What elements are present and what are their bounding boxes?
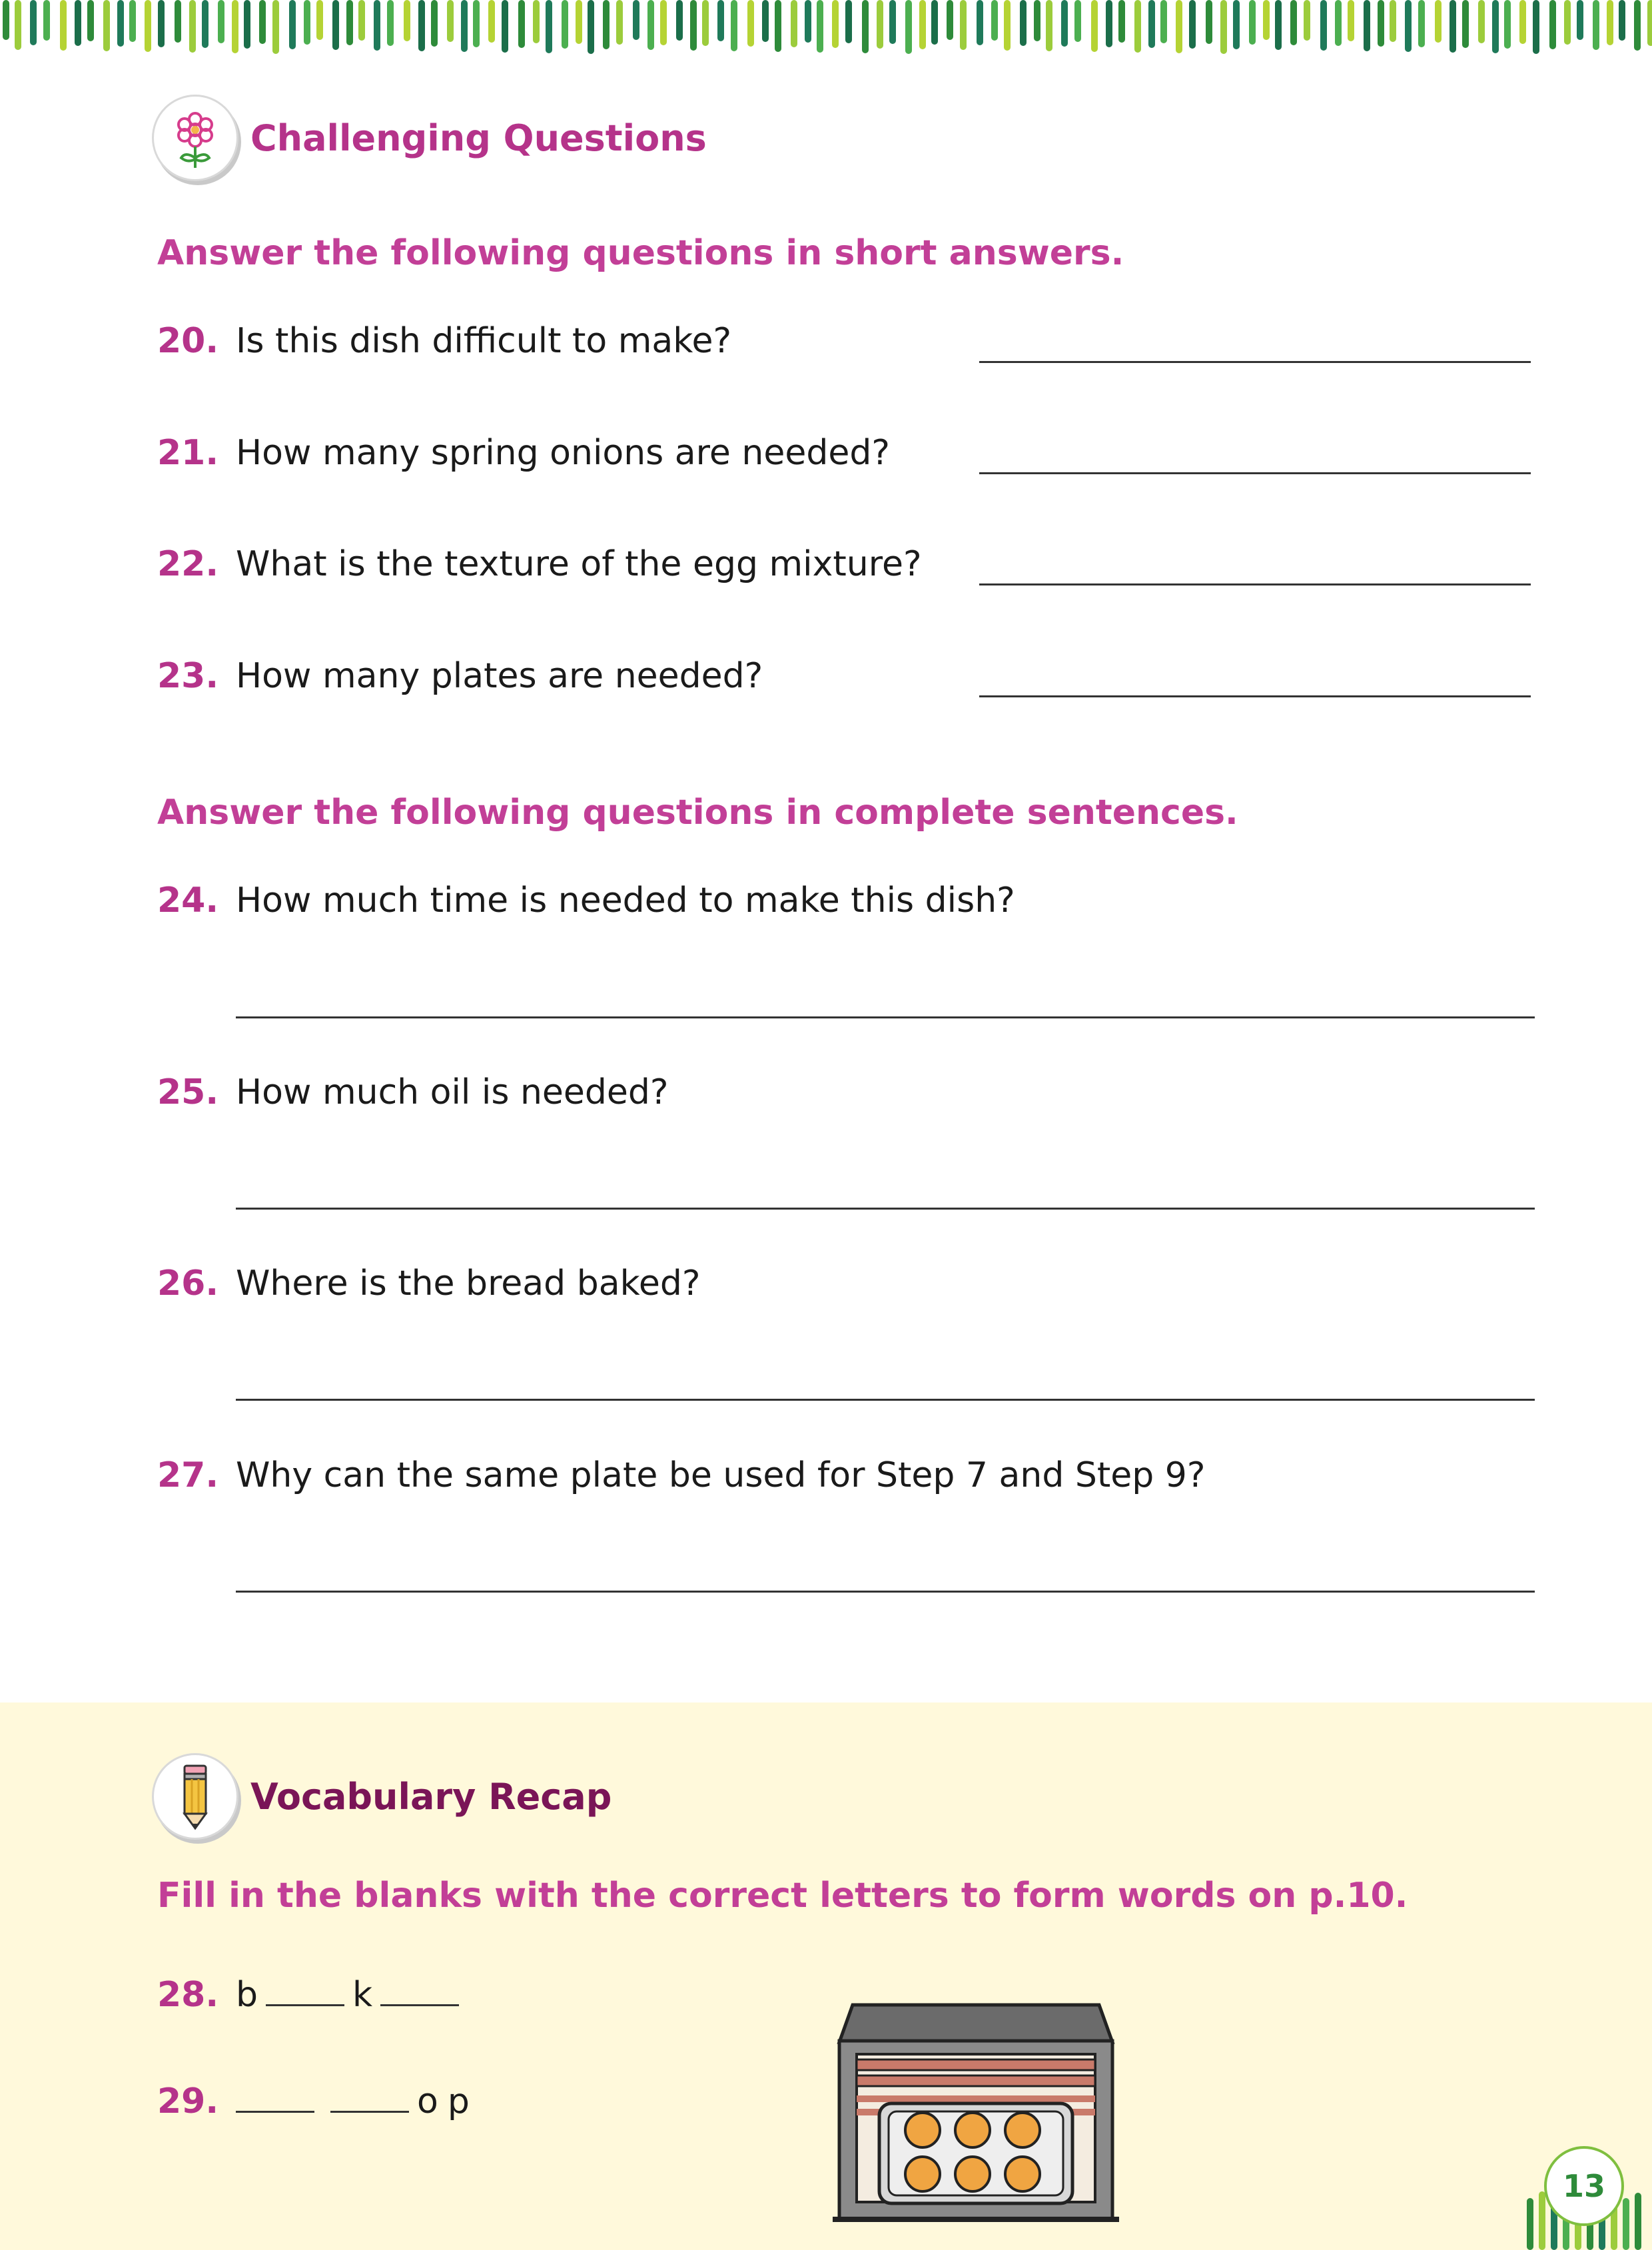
stripe bbox=[502, 0, 508, 53]
stripe bbox=[15, 0, 21, 50]
stripe bbox=[991, 0, 998, 41]
stripe bbox=[259, 0, 266, 44]
stripe bbox=[1405, 0, 1412, 52]
question-20 bbox=[157, 321, 731, 361]
stripe bbox=[1134, 0, 1141, 53]
stripe bbox=[817, 0, 823, 53]
answer-line-23[interactable] bbox=[979, 695, 1531, 697]
question-21 bbox=[157, 433, 890, 473]
stripe bbox=[473, 0, 480, 47]
stripe bbox=[1435, 0, 1442, 43]
given-letter: k bbox=[352, 1975, 373, 2015]
letter-blank[interactable] bbox=[380, 2004, 459, 2006]
stripe bbox=[845, 0, 852, 43]
stripe bbox=[1020, 0, 1027, 46]
stripe bbox=[189, 0, 196, 53]
stripe bbox=[1091, 0, 1098, 52]
stripe bbox=[1418, 0, 1425, 47]
stripe bbox=[346, 0, 353, 45]
question-number: 29. bbox=[157, 2081, 219, 2121]
complete-sentence-instruction: Answer the following questions in complete sentences. bbox=[157, 793, 1238, 833]
stripe bbox=[175, 0, 181, 43]
stripe bbox=[1148, 0, 1155, 48]
stripe bbox=[1634, 0, 1641, 51]
stripe bbox=[533, 0, 540, 43]
stripe bbox=[1290, 0, 1297, 45]
stripe bbox=[905, 0, 912, 54]
letter-blank[interactable] bbox=[330, 2110, 409, 2113]
question-23 bbox=[157, 656, 763, 696]
question-number: 24. bbox=[157, 881, 219, 921]
stripe bbox=[690, 0, 697, 51]
stripe bbox=[1220, 0, 1227, 54]
stripe bbox=[1607, 0, 1613, 45]
answer-line-26[interactable] bbox=[236, 1399, 1535, 1401]
question-number: 27. bbox=[157, 1455, 219, 1495]
stripe bbox=[616, 0, 623, 45]
question-text: Why can the same plate be used for Step 7 and Step 9? bbox=[236, 1455, 1206, 1495]
stripe bbox=[960, 0, 967, 50]
stripe bbox=[546, 0, 552, 53]
oven-icon bbox=[833, 1997, 1119, 2223]
given-letter: o bbox=[417, 2081, 438, 2121]
page-number: 13 bbox=[1544, 2146, 1624, 2226]
stripe bbox=[418, 0, 425, 51]
stripe bbox=[30, 0, 37, 45]
stripe bbox=[387, 0, 394, 46]
vocabulary-recap-header bbox=[152, 1753, 612, 1840]
stripe bbox=[431, 0, 438, 47]
answer-line-22[interactable] bbox=[979, 583, 1531, 585]
answer-line-20[interactable] bbox=[979, 361, 1531, 363]
stripe bbox=[1034, 0, 1040, 41]
answer-line-21[interactable] bbox=[979, 472, 1531, 474]
stripe bbox=[877, 0, 883, 49]
stripe bbox=[1519, 0, 1526, 44]
question-text: How many plates are needed? bbox=[236, 656, 763, 696]
question-number: 23. bbox=[157, 656, 219, 696]
stripe bbox=[304, 0, 310, 45]
question-25 bbox=[157, 1072, 669, 1112]
stripe bbox=[518, 0, 525, 48]
stripe bbox=[977, 0, 983, 45]
section-title: Challenging Questions bbox=[250, 117, 707, 159]
stripe bbox=[87, 0, 94, 41]
stripe bbox=[488, 0, 495, 43]
pencil-icon bbox=[152, 1753, 238, 1840]
question-number: 22. bbox=[157, 544, 219, 584]
stripe bbox=[762, 0, 769, 42]
question-text: Is this dish difficult to make? bbox=[236, 321, 732, 361]
stripe bbox=[647, 0, 654, 50]
stripe bbox=[1206, 0, 1212, 44]
answer-line-27[interactable] bbox=[236, 1591, 1535, 1593]
stripe bbox=[862, 0, 869, 53]
stripe bbox=[1549, 0, 1556, 49]
stripe bbox=[1478, 0, 1485, 43]
flower-icon bbox=[152, 95, 238, 181]
given-letter: b bbox=[236, 1975, 258, 2015]
stripe bbox=[1263, 0, 1270, 40]
stripe bbox=[117, 0, 124, 47]
question-27 bbox=[157, 1455, 1206, 1495]
stripe bbox=[791, 0, 797, 47]
fill-blanks-instruction: Fill in the blanks with the correct letters to form words on p.10. bbox=[157, 1876, 1408, 1916]
stripe bbox=[731, 0, 737, 51]
stripe bbox=[1364, 0, 1370, 51]
stripe bbox=[1074, 0, 1081, 42]
stripe bbox=[931, 0, 938, 45]
stripe bbox=[562, 0, 568, 49]
stripe bbox=[75, 0, 81, 46]
letter-blank[interactable] bbox=[236, 2110, 314, 2113]
stripe bbox=[218, 0, 224, 43]
stripe bbox=[676, 0, 683, 41]
stripe bbox=[202, 0, 208, 48]
question-text: How much time is needed to make this dish? bbox=[236, 881, 1015, 921]
stripe bbox=[1348, 0, 1354, 41]
given-letter: p bbox=[447, 2081, 470, 2121]
stripe bbox=[1061, 0, 1068, 47]
stripe bbox=[919, 0, 926, 49]
section-title: Vocabulary Recap bbox=[250, 1775, 612, 1818]
stripe bbox=[374, 0, 380, 51]
stripe bbox=[404, 0, 410, 41]
challenging-questions-header bbox=[152, 95, 707, 181]
stripe bbox=[272, 0, 279, 54]
stripe bbox=[1390, 0, 1396, 42]
stripe bbox=[1304, 0, 1310, 41]
question-text: Where is the bread baked? bbox=[236, 1264, 701, 1304]
stripe bbox=[1189, 0, 1196, 49]
stripe bbox=[633, 0, 639, 40]
stripe bbox=[805, 0, 811, 43]
answer-line-25[interactable] bbox=[236, 1208, 1535, 1210]
stripe bbox=[316, 0, 323, 40]
stripe bbox=[1275, 0, 1282, 50]
question-number: 21. bbox=[157, 433, 219, 473]
question-28 bbox=[157, 1975, 467, 2015]
stripe bbox=[1449, 0, 1456, 53]
stripe bbox=[1462, 0, 1469, 48]
stripe bbox=[232, 0, 238, 53]
stripe bbox=[1593, 0, 1599, 50]
stripe bbox=[244, 0, 250, 49]
question-number: 20. bbox=[157, 321, 219, 361]
stripe bbox=[603, 0, 610, 49]
stripe bbox=[3, 0, 9, 40]
stripe bbox=[103, 0, 110, 51]
stripe bbox=[660, 0, 667, 45]
answer-line-24[interactable] bbox=[236, 1016, 1535, 1018]
stripe bbox=[1335, 0, 1342, 46]
stripe bbox=[1378, 0, 1384, 47]
stripe bbox=[1533, 0, 1539, 54]
stripe bbox=[1046, 0, 1052, 51]
short-answer-instruction: Answer the following questions in short answers. bbox=[157, 233, 1124, 273]
stripe bbox=[1118, 0, 1125, 43]
top-stripe-border bbox=[0, 0, 1652, 55]
stripe bbox=[717, 0, 724, 41]
question-22 bbox=[157, 544, 922, 584]
stripe bbox=[1647, 0, 1652, 46]
stripe bbox=[289, 0, 296, 49]
stripe bbox=[461, 0, 468, 52]
question-text: What is the texture of the egg mixture? bbox=[236, 544, 922, 584]
stripe bbox=[1249, 0, 1256, 45]
stripe bbox=[576, 0, 582, 44]
stripe bbox=[889, 0, 896, 44]
stripe bbox=[1176, 0, 1182, 53]
stripe bbox=[1106, 0, 1112, 47]
stripe bbox=[1004, 0, 1011, 51]
stripe bbox=[1492, 0, 1499, 53]
stripe bbox=[1504, 0, 1511, 49]
stripe bbox=[1160, 0, 1167, 43]
stripe bbox=[358, 0, 365, 41]
stripe bbox=[1564, 0, 1571, 45]
stripe bbox=[158, 0, 165, 47]
stripe bbox=[702, 0, 709, 46]
question-number: 28. bbox=[157, 1975, 219, 2015]
question-number: 25. bbox=[157, 1072, 219, 1112]
question-24 bbox=[157, 881, 1015, 921]
stripe bbox=[129, 0, 136, 42]
stripe bbox=[588, 0, 594, 54]
stripe bbox=[1233, 0, 1240, 49]
question-text: How much oil is needed? bbox=[236, 1072, 669, 1112]
letter-blank[interactable] bbox=[266, 2004, 344, 2006]
question-26 bbox=[157, 1264, 700, 1304]
question-number: 26. bbox=[157, 1264, 219, 1304]
stripe bbox=[43, 0, 50, 41]
stripe bbox=[775, 0, 781, 52]
stripe bbox=[60, 0, 67, 51]
question-29 bbox=[157, 2081, 470, 2121]
question-text: How many spring onions are needed? bbox=[236, 433, 890, 473]
stripe bbox=[1619, 0, 1625, 41]
stripe bbox=[1320, 0, 1327, 51]
stripe bbox=[747, 0, 754, 47]
stripe bbox=[832, 0, 839, 48]
stripe bbox=[947, 0, 953, 40]
stripe bbox=[332, 0, 339, 50]
stripe bbox=[1577, 0, 1583, 40]
stripe bbox=[447, 0, 454, 42]
stripe bbox=[145, 0, 151, 52]
